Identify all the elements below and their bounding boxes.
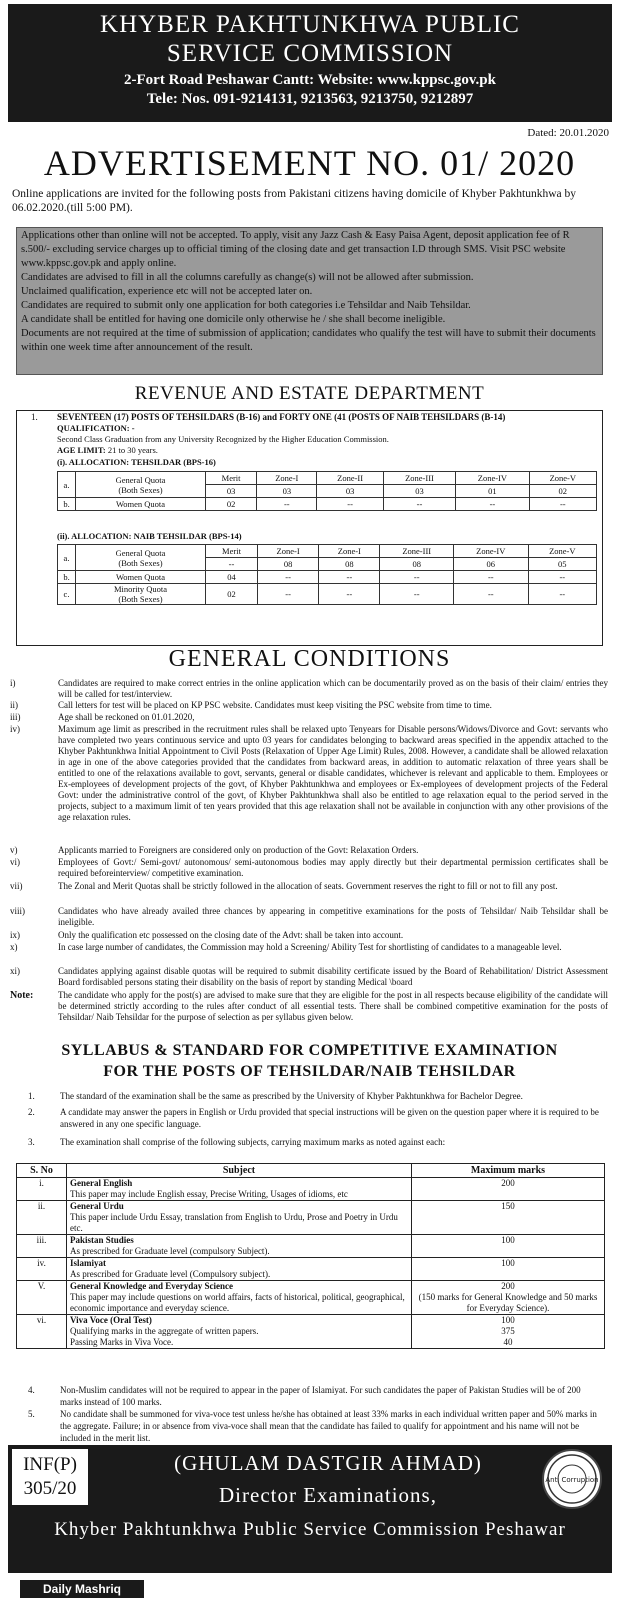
post-heading: SEVENTEEN (17) POSTS OF TEHSILDARS (B-16) and FORTY ONE (41 (POSTS OF NAIB TEHSILDARS (B-14): [57, 412, 506, 422]
subject-desc: As prescribed for Graduate level (Compulsory subject).: [70, 1269, 271, 1279]
table-cell: --: [454, 584, 529, 605]
condition-text: Maximum age limit as prescribed in the recruitment rules shall be relaxed upto Tenyears for Disable persons/Widows/Divorce and Govt: servants who have completed two years continuous service and upto 03 years for candidates belonging to backward areas specified in the appendix attached to the Khyber Pakhtunkhwa Initial Appointment to Civil Posts (Relaxation of Upper Age Limit) Rules, 2008. However, a candidate shall be allowed relaxation in age in one of the above categories provided that the candidates from backward areas, in addition to automatic relaxation of three years shall be entitled to one of the relaxations available to govt, servants, general or disable candidates, whichever is relevant and applicable to them. Employees or Ex-employees of development projects of the govt, of Khyber Pakhtunkhwa and employees or Ex-employees of development projects of the Federal Govt: under the administrative control of the govt, of Khyber Pakhtunkhwa shall also be entitled to age relaxation equal to the period served in the projects, subject to a maximum limit of ten years provided that this age relaxation shall not be available in conjunction with any other provisions of the age relaxation rules.: [58, 724, 608, 822]
subject-cell: [67, 1281, 412, 1315]
marks-cell: 200: [412, 1178, 605, 1201]
seal-text: Anti Corruption: [545, 1476, 599, 1484]
header-banner: [8, 4, 612, 122]
table-cell: --: [206, 558, 258, 571]
subject-title: Viva Voce (Oral Test): [70, 1315, 152, 1325]
point-text: The standard of the examination shall be the same as prescribed by the University of Khyber Pakhtunkhwa for Bachelor Degree.: [60, 1091, 523, 1101]
address-line: 2-Fort Road Peshawar Cantt: Website: www.kppsc.gov.pk: [124, 72, 496, 88]
table-cell: --: [317, 498, 383, 511]
table-row: [58, 545, 597, 558]
condition-number: vi): [10, 857, 20, 867]
sno-cell: ii.: [17, 1201, 67, 1235]
signatory-designation: Director Examinations,: [219, 1483, 437, 1507]
date-label: Dated: 20.01.2020: [527, 127, 609, 139]
table-cell: Women Quota: [76, 498, 206, 511]
point-text: No candidate shall be summoned for viva-voce test unless he/she has obtained at least 33% marks in each individual written paper and 50% marks in the aggregate. Failure; in or absence from viva-voce shall mean that the candidate has failed to qualify for appointment and his name will not be included in the merit list.: [60, 1409, 597, 1443]
notice-line: Unclaimed qualification, experience etc will not be accepted later on.: [21, 286, 313, 297]
age-label: AGE LIMIT:: [57, 445, 106, 455]
condition-number: x): [10, 942, 18, 952]
table-cell: b.: [58, 498, 76, 511]
syllabus-title-line2: FOR THE POSTS OF TEHSILDAR/NAIB TEHSILDAR: [103, 1063, 516, 1080]
subjects-table: [16, 1163, 605, 1349]
table-cell: Minority Quota (Both Sexes): [76, 584, 206, 605]
condition-text: Age shall be reckoned on 01.01.2020,: [58, 712, 195, 722]
column-header: Maximum marks: [412, 1164, 605, 1178]
allocation-naib-tehsildar-title: (ii). ALLOCATION: NAIB TEHSILDAR (BPS-14): [57, 531, 242, 541]
table-cell: --: [257, 584, 318, 605]
table-cell: --: [257, 571, 318, 584]
inf-line1: INF(P): [23, 1454, 77, 1475]
anti-corruption-seal-icon: [542, 1449, 602, 1509]
subject-cell: [67, 1235, 412, 1258]
point-number: 1.: [28, 1091, 35, 1101]
table-cell: 02: [206, 584, 258, 605]
organisation-name: Khyber Pakhtunkhwa Public Service Commission Peshawar: [54, 1519, 566, 1540]
table-cell: --: [380, 584, 454, 605]
subject-cell: [67, 1315, 412, 1327]
table-row: [17, 1258, 605, 1281]
notice-line: Applications other than online will not be accepted. To apply, visit any Jazz Cash & Easy Paisa Agent, deposit application fee of R s.500/- excluding service charges up to official timing of the closing date and get transaction I.D through SMS. Visit PSC website www.kppsc.gov.pk and apply online.: [21, 230, 570, 269]
table-cell: 06: [454, 558, 529, 571]
table-cell: Women Quota: [76, 571, 206, 584]
table-cell: Zone-III: [383, 472, 455, 485]
subject-title: General English: [70, 1178, 133, 1188]
table-cell: --: [380, 571, 454, 584]
marks-cell: [412, 1281, 605, 1315]
sno-cell: iii.: [17, 1235, 67, 1258]
condition-number: Note:: [10, 990, 34, 1001]
table-cell: Zone-I: [257, 472, 317, 485]
table-row: [17, 1315, 605, 1327]
condition-text: Applicants married to Foreigners are considered only on production of the Govt: Relaxation Orders.: [58, 845, 419, 855]
table-cell: --: [319, 584, 380, 605]
qualification-text: Second Class Graduation from any University Recognized by the Higher Education Commission.: [57, 434, 389, 444]
condition-number: viii): [10, 906, 25, 916]
condition-number: xi): [10, 966, 20, 976]
footer-banner: [8, 1445, 612, 1573]
table-row: [58, 498, 597, 511]
age-value: 21 to 30 years.: [107, 445, 158, 455]
sno-cell: [17, 1326, 67, 1337]
point-number: 2.: [28, 1107, 35, 1117]
condition-number: v): [10, 845, 18, 855]
column-header: Subject: [67, 1164, 412, 1178]
condition-text: The Zonal and Merit Quotas shall be strictly followed in the allocation of seats. Government reserves the right to fill or not to fill any post.: [58, 881, 558, 891]
syllabus-title-line1: SYLLABUS & STANDARD FOR COMPETITIVE EXAMINATION: [61, 1042, 558, 1059]
table-cell: 03: [206, 485, 257, 498]
condition-text: Call letters for test will be placed on KP PSC website. Candidates must keep visiting the PSC website from time to time.: [58, 700, 492, 710]
general-conditions-title: GENERAL CONDITIONS: [168, 646, 451, 672]
table-row: [17, 1201, 605, 1235]
table-row: [58, 571, 597, 584]
condition-number: i): [10, 678, 16, 688]
subject-desc: This paper may include questions on world affairs, facts of historical, political, geographical, economic importance and everyday science.: [70, 1292, 405, 1313]
table-cell: Zone-III: [380, 545, 454, 558]
table-cell: b.: [58, 571, 76, 584]
table-cell: --: [528, 584, 596, 605]
subject-title: General Urdu: [70, 1201, 124, 1211]
naib-tehsildar-allocation-table: [57, 544, 597, 605]
table-row: [17, 1337, 605, 1349]
inf-reference: [12, 1449, 88, 1505]
table-cell: --: [383, 498, 455, 511]
table-row: [58, 584, 597, 605]
condition-number: iv): [10, 724, 20, 734]
condition-text: Candidates applying against disable quotas will be required to submit disability certificate issued by the Board of Rehabilitation/ District Assessment Board fordisabled persons stating their disability on the basis of report by standing Medical \board: [58, 966, 608, 987]
subject-title: General Knowledge and Everyday Science: [70, 1281, 233, 1291]
subject-cell: [67, 1258, 412, 1281]
age-limit: [57, 445, 158, 455]
table-cell: Zone-V: [529, 472, 596, 485]
table-cell: 08: [257, 558, 318, 571]
table-cell: --: [529, 498, 596, 511]
column-header: S. No: [17, 1164, 67, 1178]
condition-text: In case large number of candidates, the Commission may hold a Screening/ Ability Test for shortlisting of candidates to a manageable level.: [58, 942, 562, 952]
table-cell: Zone-I: [319, 545, 380, 558]
advertisement-title: ADVERTISEMENT NO. 01/ 2020: [43, 143, 576, 183]
department-title: REVENUE AND ESTATE DEPARTMENT: [134, 383, 485, 404]
table-cell: --: [319, 571, 380, 584]
sno-cell: [17, 1337, 67, 1349]
passing-label: Passing Marks in Viva Voce.: [67, 1337, 412, 1349]
commission-title-line2: SERVICE COMMISSION: [166, 40, 454, 67]
marks-value: 200: [501, 1281, 515, 1291]
subject-desc: This paper may include English essay, Precise Writing, Usages of idioms, etc: [70, 1189, 348, 1199]
notice-line: A candidate shall be entitled for having one domicile only otherwise he / she shall become ineligible.: [21, 314, 446, 325]
table-cell: General Quota (Both Sexes): [76, 472, 206, 498]
condition-text: Candidates are required to make correct entries in the online application which can be documentarily proved as on the basis of their claim/ entries they will be called for test/interview.: [58, 678, 608, 699]
subject-desc: As prescribed for Graduate level (compulsory Subject).: [70, 1246, 270, 1256]
table-cell: --: [454, 571, 529, 584]
table-row: [17, 1281, 605, 1315]
qualifying-label: Qualifying marks in the aggregate of written papers.: [67, 1326, 412, 1337]
table-cell: 05: [528, 558, 596, 571]
post-details-box: [16, 410, 603, 646]
table-cell: General Quota (Both Sexes): [76, 545, 206, 571]
table-row: [17, 1235, 605, 1258]
condition-text: Employees of Govt:/ Semi-govt/ autonomous/ semi-autonomous bodies may apply directly but their departmental permission certificates shall be required beforeinterview/ competitive examination.: [58, 857, 608, 878]
table-cell: Merit: [206, 472, 257, 485]
table-cell: 01: [456, 485, 529, 498]
point-number: 4.: [28, 1385, 35, 1395]
phone-line: Tele: Nos. 091-9214131, 9213563, 9213750, 9212897: [146, 91, 474, 107]
table-cell: 03: [257, 485, 317, 498]
table-cell: 08: [319, 558, 380, 571]
table-cell: a.: [58, 545, 76, 571]
table-cell: Zone-V: [528, 545, 596, 558]
table-cell: --: [528, 571, 596, 584]
seal-graphic: [544, 1451, 600, 1507]
sno-cell: iv.: [17, 1258, 67, 1281]
table-cell: Zone-I: [257, 545, 318, 558]
condition-text: The candidate who apply for the post(s) are advised to make sure that they are eligible for the post in all respects because eligibility of the candidate will be determined strictly according to the rules after conduct of all essential tests. There shall be combined competitive examination for the posts of Tehsildar/ Naib Tehsildar for the purpose of selection as per syllabus given below.: [58, 990, 608, 1022]
table-row: [17, 1178, 605, 1201]
marks-cell: 100: [412, 1258, 605, 1281]
signatory-name: (GHULAM DASTGIR AHMAD): [174, 1451, 482, 1475]
marks-note: (150 marks for General Knowledge and 50 marks for Everyday Science).: [418, 1292, 598, 1313]
sno-cell: V.: [17, 1281, 67, 1315]
table-cell: 03: [317, 485, 383, 498]
marks-cell: 100: [412, 1315, 605, 1327]
notice-box: [16, 227, 603, 375]
qualification-label: QUALIFICATION: -: [57, 423, 135, 433]
table-cell: a.: [58, 472, 76, 498]
table-cell: 02: [206, 498, 257, 511]
table-cell: --: [456, 498, 529, 511]
marks-cell: 100: [412, 1235, 605, 1258]
syllabus-title: [0, 1040, 619, 1082]
tehsildar-allocation-table: [57, 471, 597, 511]
table-cell: Zone-IV: [456, 472, 529, 485]
inf-line2: 305/20: [23, 1478, 77, 1499]
point-text: Non-Muslim candidates will not be required to appear in the paper of Islamiyat. For such candidates the paper of Pakistan Studies will be of 200 marks instead of 100 marks.: [60, 1385, 581, 1407]
notice-line: Candidates are required to submit only one application for both categories i.e Tehsildar and Naib Tehsildar.: [21, 300, 471, 311]
table-header-row: [17, 1164, 605, 1178]
marks-cell: 150: [412, 1201, 605, 1235]
passing-value: 40: [412, 1337, 605, 1349]
post-number: 1.: [31, 412, 38, 422]
table-cell: Zone-II: [317, 472, 383, 485]
point-number: 5.: [28, 1409, 35, 1419]
condition-text: Only the qualification etc possessed on the closing date of the Advt: shall be taken into account.: [58, 930, 404, 940]
table-cell: 02: [529, 485, 596, 498]
commission-title-line1: KHYBER PAKHTUNKHWA PUBLIC: [100, 11, 520, 38]
table-row: [58, 472, 597, 485]
notice-line: Documents are not required at the time of submission of application; candidates who qualify the test will have to submit their documents within one week time after announcement of the result.: [21, 328, 596, 353]
subject-cell: [67, 1178, 412, 1201]
condition-number: ii): [10, 700, 18, 710]
subject-title: Islamiyat: [70, 1258, 106, 1268]
notice-line: Candidates are advised to fill in all the columns carefully as change(s) will not be allowed after submission.: [21, 272, 474, 283]
intro-paragraph: Online applications are invited for the following posts from Pakistani citizens having domicile of Khyber Pakhtunkhwa by 06.02.2020.(till 5:00 PM).: [12, 188, 577, 214]
table-cell: 03: [383, 485, 455, 498]
table-cell: Merit: [206, 545, 258, 558]
point-text: The examination shall comprise of the following subjects, carrying maximum marks as noted against each:: [60, 1137, 446, 1147]
table-cell: --: [257, 498, 317, 511]
table-cell: Zone-IV: [454, 545, 529, 558]
qualifying-value: 375: [412, 1326, 605, 1337]
table-cell: c.: [58, 584, 76, 605]
table-cell: 04: [206, 571, 258, 584]
allocation-tehsildar-title: (i). ALLOCATION: TEHSILDAR (BPS-16): [57, 457, 216, 467]
table-cell: 08: [380, 558, 454, 571]
sno-cell: vi.: [17, 1315, 67, 1327]
newspaper-label: Daily Mashriq: [20, 1580, 144, 1598]
subject-desc: This paper include Urdu Essay, translation from English to Urdu, Prose and Poetry in Urdu etc.: [70, 1212, 398, 1233]
point-number: 3.: [28, 1137, 35, 1147]
condition-number: iii): [10, 712, 21, 722]
condition-number: ix): [10, 930, 20, 940]
point-text: A candidate may answer the papers in English or Urdu provided that special instructions will be given on the question paper where it is required to be answered in any one specific language.: [60, 1107, 599, 1129]
condition-number: vii): [10, 881, 23, 891]
subject-title: Pakistan Studies: [70, 1235, 134, 1245]
subject-cell: [67, 1201, 412, 1235]
sno-cell: i.: [17, 1178, 67, 1201]
table-row: [17, 1326, 605, 1337]
condition-text: Candidates who have already availed three chances by appearing in competitive examinations for the posts of Tehsildar/ Naib Tehsildar shall be ineligible.: [58, 906, 608, 927]
